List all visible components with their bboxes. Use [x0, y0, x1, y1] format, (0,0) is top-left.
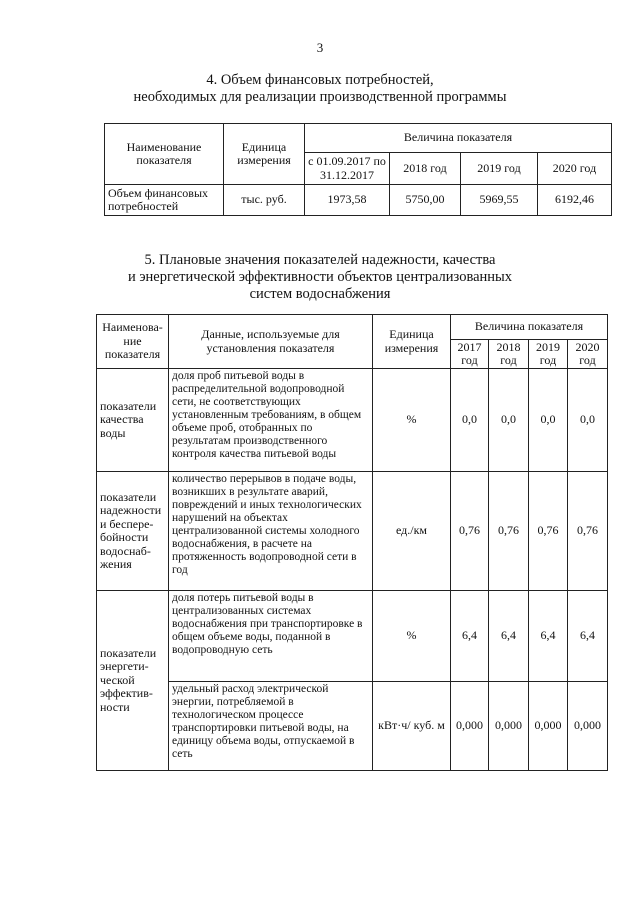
section5-title-line3: систем водоснабжения: [249, 286, 391, 302]
indicators-header-2020: 2020 год: [567, 339, 608, 369]
indicators-unit-row4: кВт·ч/ куб. м: [372, 681, 451, 771]
page-number: 3: [316, 40, 324, 55]
indicators-group-quality: показатели качества воды: [96, 368, 169, 472]
indicators-unit-row3: %: [372, 590, 451, 682]
indicators-value-row3-2019: 6,4: [528, 590, 568, 682]
indicators-value-row3-2020: 6,4: [567, 590, 608, 682]
finance-row-v2: 5750,00: [389, 184, 461, 216]
indicators-data-row3: доля потерь питьевой воды в централизованных системах водоснабжения при транспортировке в общем объеме воды, поданной в водопроводную сеть: [168, 590, 373, 682]
indicators-header-2017: 2017 год: [450, 339, 489, 369]
indicators-value-row1-2019: 0,0: [528, 368, 568, 472]
section4-title-line2: необходимых для реализации производственной программы: [133, 89, 507, 105]
indicators-value-row4-2019: 0,000: [528, 681, 568, 771]
indicators-data-row4: удельный расход электрической энергии, потребляемой в технологическом процессе транспортировки питьевой воды, на единицу объема воды, отпускаемой в сеть: [168, 681, 373, 771]
indicators-value-row4-2018: 0,000: [488, 681, 529, 771]
indicators-header-2018: 2018 год: [488, 339, 529, 369]
indicators-value-row3-2017: 6,4: [450, 590, 489, 682]
finance-header-2019: 2019 год: [460, 152, 538, 185]
finance-header-value: Величина показателя: [304, 123, 612, 153]
indicators-value-row1-2018: 0,0: [488, 368, 529, 472]
section5-title-line1: 5. Плановые значения показателей надежности, качества: [144, 252, 496, 268]
finance-header-2018: 2018 год: [389, 152, 461, 185]
indicators-value-row4-2017: 0,000: [450, 681, 489, 771]
finance-row-v3: 5969,55: [460, 184, 538, 216]
indicators-unit-row1: %: [372, 368, 451, 472]
indicators-unit-row2: ед./км: [372, 471, 451, 591]
indicators-group-energy: показатели энергети-ческой эффектив-ности: [96, 590, 169, 771]
indicators-value-row3-2018: 6,4: [488, 590, 529, 682]
indicators-value-row2-2019: 0,76: [528, 471, 568, 591]
indicators-header-value: Величина показателя: [450, 314, 608, 340]
finance-row-name: Объем финансовых потребностей: [104, 184, 224, 216]
finance-row-v1: 1973,58: [304, 184, 390, 216]
finance-row-v4: 6192,46: [537, 184, 612, 216]
indicators-value-row4-2020: 0,000: [567, 681, 608, 771]
indicators-group-reliability: показатели надежности и беспере-бойности водоснаб-жения: [96, 471, 169, 591]
indicators-value-row2-2017: 0,76: [450, 471, 489, 591]
finance-header-unit: Единица измерения: [223, 123, 305, 185]
indicators-value-row1-2017: 0,0: [450, 368, 489, 472]
finance-header-period1: с 01.09.2017 по 31.12.2017: [304, 152, 390, 185]
indicators-header-data: Данные, используемые для установления показателя: [168, 314, 373, 369]
indicators-value-row1-2020: 0,0: [567, 368, 608, 472]
section4-title-line1: 4. Объем финансовых потребностей,: [206, 72, 434, 88]
section4-title: [60, 72, 580, 106]
section5-title: [60, 252, 580, 303]
finance-header-2020: 2020 год: [537, 152, 612, 185]
indicators-header-name: Наименова-ние показателя: [96, 314, 169, 369]
indicators-data-row2: количество перерывов в подаче воды, возникших в результате аварий, повреждений и иных технологических нарушений на объектах централизованной системы холодного водоснабжения, в расчете на протяженность водопроводной сети в год: [168, 471, 373, 591]
finance-header-name: Наименование показателя: [104, 123, 224, 185]
finance-row-unit: тыс. руб.: [223, 184, 305, 216]
section5-title-line2: и энергетической эффективности объектов централизованных: [127, 269, 513, 285]
indicators-header-2019: 2019 год: [528, 339, 568, 369]
indicators-data-row1: доля проб питьевой воды в распределительной водопроводной сети, не соответствующих установленным требованиям, в общем объеме проб, отобранных по результатам производственного контроля качества питьевой воды: [168, 368, 373, 472]
indicators-value-row2-2018: 0,76: [488, 471, 529, 591]
indicators-header-unit: Единица измерения: [372, 314, 451, 369]
indicators-value-row2-2020: 0,76: [567, 471, 608, 591]
